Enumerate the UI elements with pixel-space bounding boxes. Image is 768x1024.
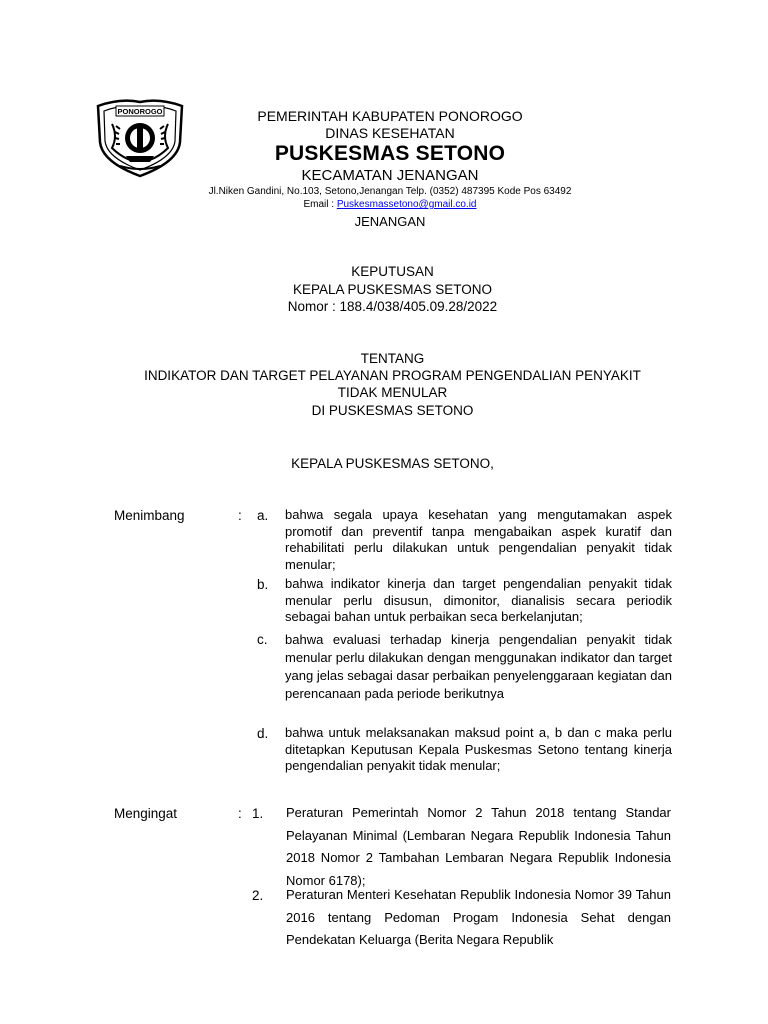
menimbang-marker-d: d.: [257, 726, 269, 741]
menimbang-marker-b: b.: [257, 577, 269, 592]
district-name: KECAMATAN JENANGAN: [301, 167, 479, 184]
institution-name: PUSKESMAS SETONO: [274, 142, 506, 165]
email-link[interactable]: Puskesmassetono@gmail.co.id: [336, 199, 477, 210]
decree-heading: KEPUTUSAN: [351, 264, 434, 279]
mengingat-marker-1: 1.: [252, 806, 264, 821]
email-label: Email :: [303, 199, 337, 210]
mengingat-colon: :: [238, 806, 242, 821]
svg-text:PONOROGO: PONOROGO: [117, 107, 163, 116]
menimbang-marker-c: c.: [257, 632, 268, 647]
menimbang-marker-a: a.: [257, 508, 269, 523]
decree-subject-line-2: TIDAK MENULAR: [337, 385, 448, 400]
location-line: JENANGAN: [354, 214, 426, 229]
decree-subject-line-3: DI PUSKESMAS SETONO: [311, 403, 474, 418]
menimbang-item-b: bahwa indikator kinerja dan target pengendalian penyakit tidak menular perlu disusun, dimonitor, dianalisis secara periodik sebagai bahan untuk perbaikan seca berkelanjutan;: [285, 576, 672, 624]
mengingat-marker-2: 2.: [252, 888, 264, 903]
menimbang-colon: :: [238, 508, 242, 523]
decree-issuer: KEPALA PUSKESMAS SETONO: [292, 282, 493, 297]
menimbang-label: Menimbang: [114, 508, 185, 523]
agency-title: DINAS KESEHATAN: [325, 125, 455, 141]
mengingat-item-1: Peraturan Pemerintah Nomor 2 Tahun 2018 tentang Standar Pelayanan Minimal (Lembaran Negara Republik Indonesia Tahun 2018 Nomor 2 Tambahan Lembaran Negara Republik Indonesia Nomor 6178);: [286, 805, 671, 888]
signatory-heading: KEPALA PUSKESMAS SETONO,: [291, 456, 494, 471]
email-line: [170, 199, 610, 210]
menimbang-item-a: bahwa segala upaya kesehatan yang mengutamakan aspek promotif dan preventif tanpa mengabaikan aspek kuratif dan rehabilitati perlu dilakukan untuk pengendalian penyakit tidak menular;: [285, 507, 672, 572]
menimbang-item-d: bahwa untuk melaksanakan maksud point a, b dan c maka perlu ditetapkan Keputusan Kepala Puskesmas Setono tentang kinerja pengendalian penyakit tidak menular;: [285, 725, 672, 773]
government-title: PEMERINTAH KABUPATEN PONOROGO: [257, 108, 523, 124]
decree-about: TENTANG: [360, 351, 425, 366]
mengingat-item-2: Peraturan Menteri Kesehatan Republik Indonesia Nomor 39 Tahun 2016 tentang Pedoman Progam Indonesia Sehat dengan Pendekatan Keluarga (Berita Negara Republik: [286, 887, 671, 947]
menimbang-item-c: bahwa evaluasi terhadap kinerja pengendalian penyakit tidak menular perlu dilakukan dengan menggunakan indikator dan target yang jelas sebagai dasar perbaikan penyelenggaraan kegiatan dan perencanaan pada periode berikutnya: [285, 632, 672, 701]
decree-subject-line-1: INDIKATOR DAN TARGET PELAYANAN PROGRAM PENGENDALIAN PENYAKIT: [144, 368, 641, 383]
mengingat-label: Mengingat: [114, 806, 178, 821]
decree-number: Nomor : 188.4/038/405.09.28/2022: [287, 299, 498, 314]
address-line: Jl.Niken Gandini, No.103, Setono,Jenangan Telp. (0352) 487395 Kode Pos 63492: [208, 186, 572, 197]
